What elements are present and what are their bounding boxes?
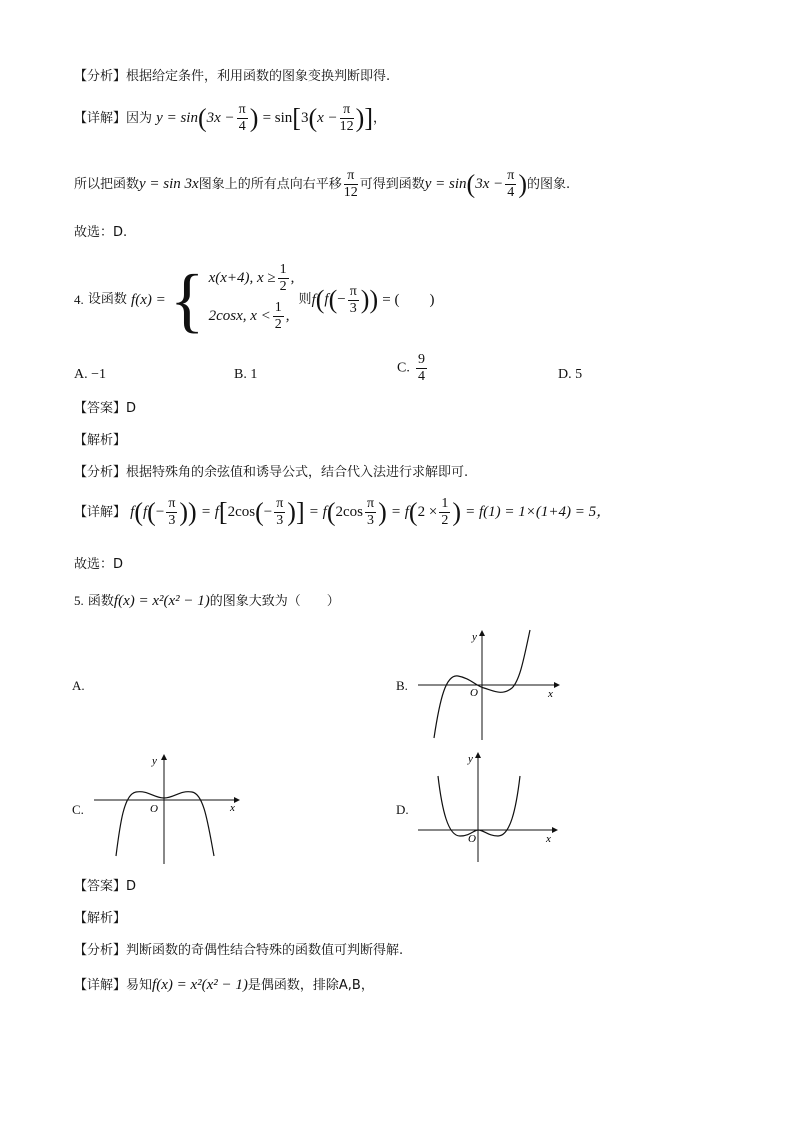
x-axis-arrow-icon	[234, 797, 240, 803]
q5-option-b-label[interactable]: B.	[396, 678, 408, 693]
graph-option-c[interactable]	[90, 752, 250, 867]
y-axis-arrow-icon	[161, 754, 167, 760]
detail-because: 因为	[126, 111, 153, 126]
origin-label: O	[470, 687, 478, 699]
q3-detail: 【详解】因为 y = sin(3x − $\frac{\pi}{4}$ ) = sin[3(x − $\frac{\pi}{12}$ )]，	[74, 102, 386, 134]
graph-option-d[interactable]	[412, 750, 562, 865]
q4-option-c[interactable]: C. $\frac{9}{4}$	[397, 352, 425, 384]
fraction-pi-12: $\frac{\pi}{12}$	[339, 102, 354, 134]
q5-stem: 5. 函数f(x) = x²(x² − 1)的图象大致为（ ）	[74, 593, 340, 609]
curve	[438, 776, 520, 836]
formula-y-sin3x: y = sin 3x	[139, 176, 199, 192]
q3-analysis	[74, 68, 390, 86]
y-label: y	[472, 631, 477, 643]
formula-q5-detail: f(x) = x²(x² − 1)	[152, 977, 248, 993]
analysis-tag: 【分析】	[74, 69, 127, 84]
y-axis-arrow-icon	[475, 752, 481, 758]
x-axis-arrow-icon	[554, 682, 560, 688]
q4-option-d[interactable]: D. 5	[558, 367, 583, 382]
q5-answer: 【答案】D	[74, 879, 137, 894]
detail-tag: 【详解】	[74, 111, 127, 126]
curve	[116, 792, 214, 856]
y-label: y	[152, 755, 157, 767]
fraction-pi-12-shift: $\frac{\pi}{12}$	[343, 168, 358, 200]
piecewise-cases	[209, 262, 295, 338]
case-1: x(x+4), x ≥ $\frac{1}{2}$ ,	[208, 262, 295, 294]
q5-option-d-label[interactable]: D.	[396, 802, 409, 817]
question-number: 5.	[74, 593, 84, 608]
q4-answer: 【答案】D	[74, 401, 137, 416]
y-label: y	[468, 753, 473, 765]
x-label: x	[548, 688, 553, 700]
q4-choose: 故选：D	[74, 557, 124, 572]
y-axis-arrow-icon	[479, 630, 485, 636]
graph-option-b[interactable]	[412, 628, 562, 743]
q4-analysis: 【分析】根据特殊角的余弦值和诱导公式，结合代入法进行求解即可.	[74, 465, 469, 480]
q5-option-c-label[interactable]: C.	[72, 802, 84, 817]
x-label: x	[546, 833, 551, 845]
q5-analysis: 【分析】判断函数的奇偶性结合特殊的函数值可判断得解.	[74, 943, 404, 958]
q5-jiexi: 【解析】	[74, 911, 127, 926]
formula-y-sin: y = sin	[156, 110, 198, 126]
q4-option-b[interactable]: B. 1	[234, 367, 258, 382]
analysis-text: 根据给定条件，利用函数的图象变换判断即得.	[126, 69, 391, 84]
q5-detail: 【详解】易知f(x) = x²(x² − 1)是偶函数，排除A,B，	[74, 977, 374, 993]
formula-eq-sin: = sin	[262, 110, 293, 126]
q4-option-a[interactable]: A. −1	[74, 367, 107, 382]
q3-shift-sentence: 所以把函数y = sin 3x图象上的所有点向右平移 $\frac{\pi}{12}$ 可得到函数y = sin(3x − $\frac{\pi}{4}$ )的图象.	[74, 168, 571, 200]
formula-fx: f(x) =	[131, 292, 166, 308]
question-number: 4.	[74, 292, 84, 307]
q5-option-a-label[interactable]: A.	[72, 678, 85, 693]
q4-jiexi: 【解析】	[74, 433, 127, 448]
origin-label: O	[468, 833, 476, 845]
x-label: x	[230, 802, 235, 814]
origin-label: O	[150, 803, 158, 815]
fraction-9-4: $\frac{9}{4}$	[417, 352, 425, 384]
q4-stem: 4. 设函数 f(x) = { x(x+4), x ≥ $\frac{1}{2}$ , 2cosx, x < $\frac{1}{2}$ , 则f(f(− $\frac{\pi}{3}$ )) = ( )	[74, 260, 435, 340]
q4-detail: 【详解】 f(f(− $\frac{\pi}{3}$ )) = f[2cos(− $\frac{\pi}{3}$ )] = f(2cos $\frac{\pi}{3}$ ) = f(2 × $\frac{1}{2}$ ) = f(1) = 1×(1+4) = 5，	[74, 496, 612, 528]
x-axis-arrow-icon	[552, 827, 558, 833]
fraction-pi-3: $\frac{\pi}{3}$	[349, 283, 357, 316]
fraction-pi-4: $\frac{\pi}{4}$	[238, 102, 246, 134]
formula-q5: f(x) = x²(x² − 1)	[113, 593, 210, 609]
case-2: 2cosx, x < $\frac{1}{2}$ ,	[208, 300, 290, 332]
formula-3x-minus: 3x −	[206, 110, 235, 126]
q3-choose: 故选：D.	[74, 225, 128, 240]
